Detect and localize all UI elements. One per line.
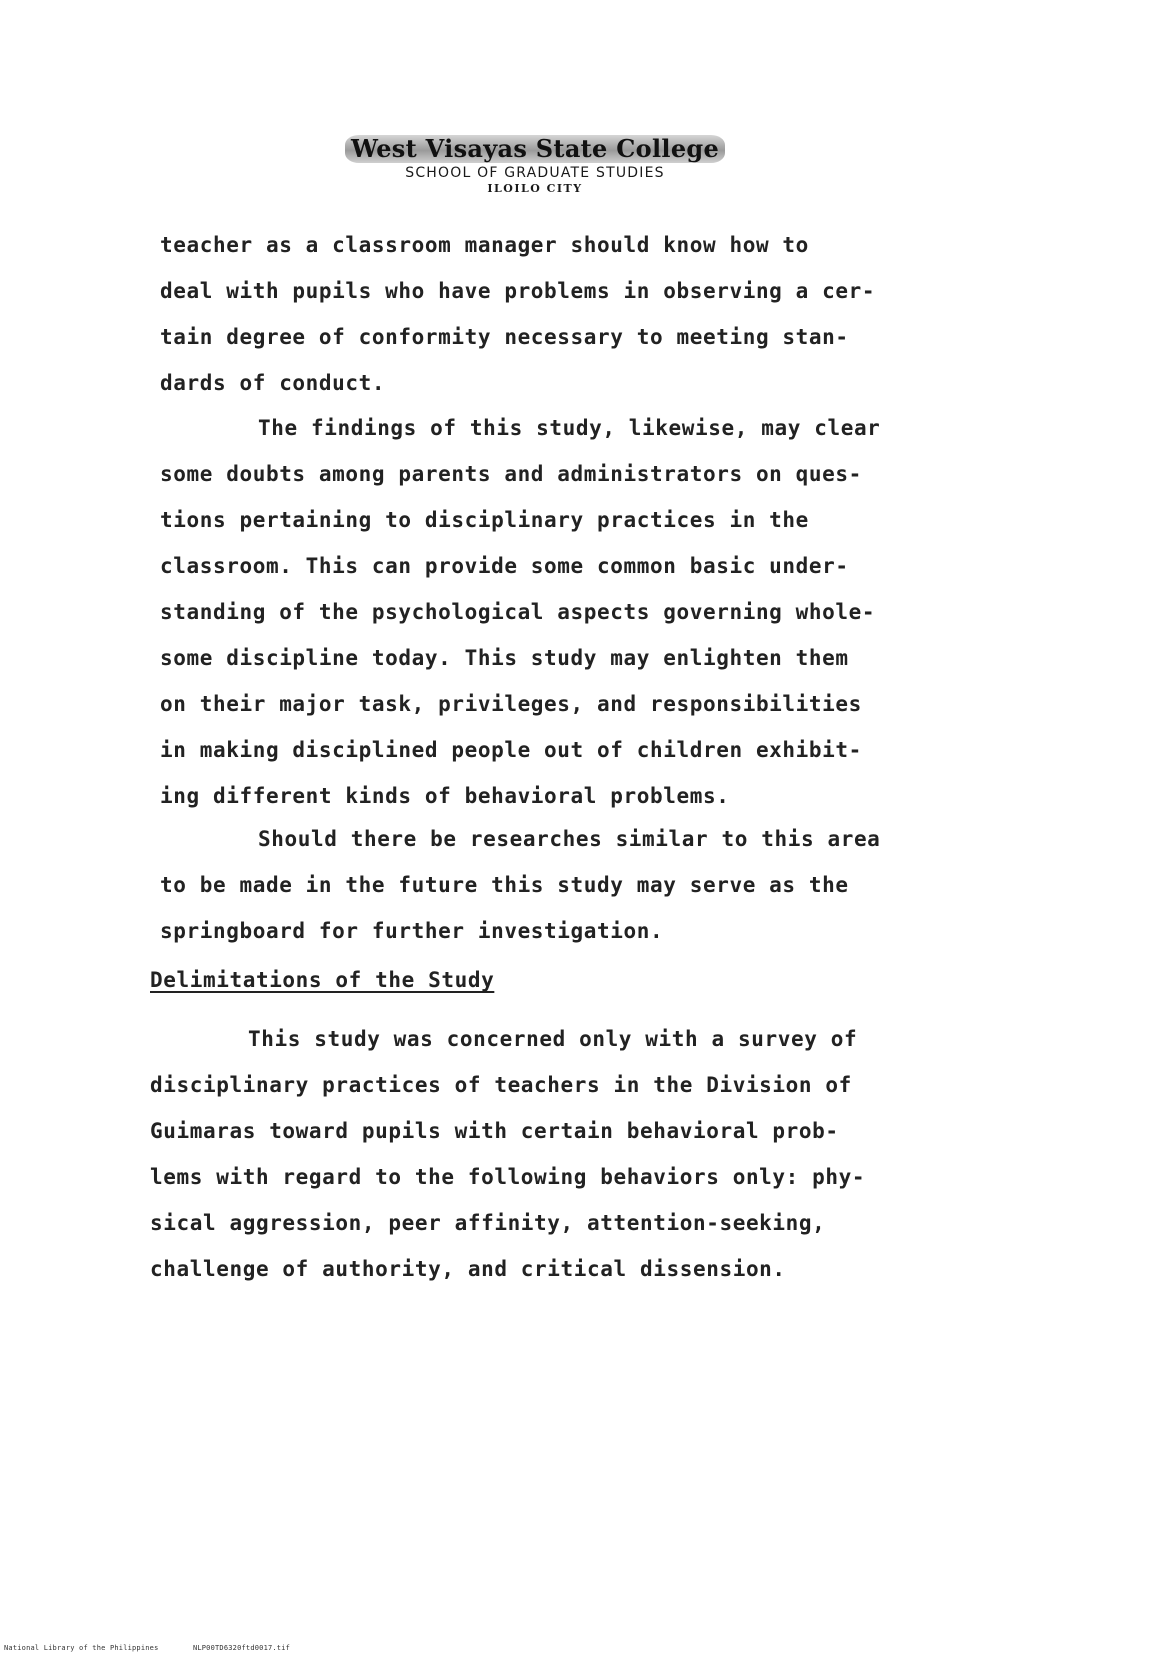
text-line: in making disciplined people out of children exhibit- — [160, 738, 862, 762]
text-line: Should there be researches similar to this area — [258, 827, 881, 851]
text-line: ing different kinds of behavioral problems. — [160, 784, 730, 808]
college-name: West Visayas State College — [345, 135, 725, 163]
text-line: tain degree of conformity necessary to meeting stan- — [160, 325, 849, 349]
paragraph-delimitations — [150, 1016, 970, 1292]
city-name: ILOILO CITY — [487, 182, 583, 195]
text-line: tions pertaining to disciplinary practices in the — [160, 508, 809, 532]
text-line: deal with pupils who have problems in observing a cer- — [160, 279, 876, 303]
text-line: sical aggression, peer affinity, attention-seeking, — [150, 1211, 826, 1235]
text-line: on their major task, privileges, and responsibilities — [160, 692, 862, 716]
text-line: This study was concerned only with a survey of — [248, 1027, 858, 1051]
text-line: teacher as a classroom manager should know how to — [160, 233, 809, 257]
footer-library: National Library of the Philippines — [4, 1644, 159, 1652]
text-line: standing of the psychological aspects governing whole- — [160, 600, 876, 624]
school-name: SCHOOL OF GRADUATE STUDIES — [405, 165, 665, 181]
text-line: springboard for further investigation. — [160, 919, 664, 943]
text-line: some discipline today. This study may enlighten them — [160, 646, 849, 670]
footer-filename: NLP00TD6320ftd0017.tif — [192, 1644, 291, 1652]
section-heading: Delimitations of the Study — [150, 968, 495, 992]
text-line: lems with regard to the following behaviors only: phy- — [150, 1165, 866, 1189]
text-line: to be made in the future this study may serve as the — [160, 873, 849, 897]
letterhead — [330, 135, 740, 196]
text-line: classroom. This can provide some common basic under- — [160, 554, 849, 578]
text-line: some doubts among parents and administrators on ques- — [160, 462, 862, 486]
paragraph-continuation — [160, 222, 980, 406]
text-line: Guimaras toward pupils with certain behavioral prob- — [150, 1119, 839, 1143]
text-line: disciplinary practices of teachers in the Division of — [150, 1073, 852, 1097]
paragraph-future-research — [160, 816, 980, 954]
text-line: The findings of this study, likewise, may clear — [258, 416, 881, 440]
scan-footer — [4, 1644, 320, 1652]
paragraph-findings — [160, 405, 980, 819]
text-line: challenge of authority, and critical dissension. — [150, 1257, 786, 1281]
text-line: dards of conduct. — [160, 371, 386, 395]
